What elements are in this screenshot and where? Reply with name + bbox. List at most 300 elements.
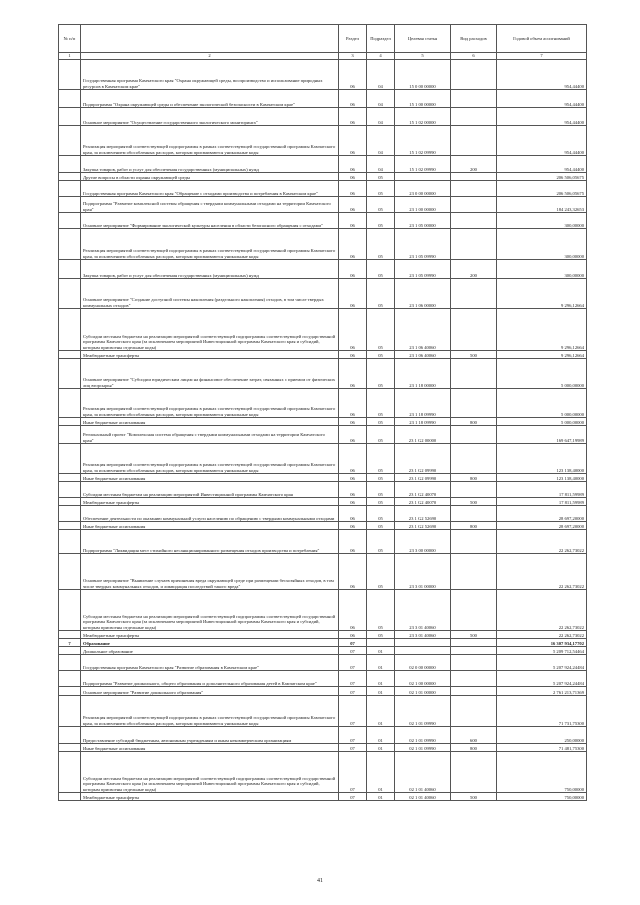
row-amount: 954,44400 bbox=[497, 90, 587, 108]
row-article bbox=[395, 647, 451, 655]
row-name: Субсидии местным бюджетам на реализацию мероприятий соответствующей подпрограммы соответствующей государственной программы Камчатского края (за исключением мероприятий Инвестиционной программы Камчатского края и субсидий, которым присвоены отдельные коды) bbox=[81, 309, 339, 351]
row-num bbox=[59, 727, 81, 744]
row-amount: 17 811,59989 bbox=[497, 482, 587, 498]
table-row bbox=[59, 197, 587, 213]
row-subsection: 05 bbox=[367, 260, 395, 279]
row-section: 06 bbox=[339, 173, 367, 181]
row-amount: 2 761 213,71369 bbox=[497, 687, 587, 696]
row-subsection: 05 bbox=[367, 498, 395, 506]
row-expense bbox=[451, 213, 497, 229]
row-section: 06 bbox=[339, 474, 367, 482]
row-subsection: 05 bbox=[367, 359, 395, 389]
row-num bbox=[59, 506, 81, 522]
table-row bbox=[59, 90, 587, 108]
row-name: Региональный проект "Комплексная система обращения с твердыми коммунальными отходами на территории Камчатского края" bbox=[81, 426, 339, 444]
table-row bbox=[59, 229, 587, 260]
row-subsection bbox=[367, 639, 395, 647]
row-num bbox=[59, 793, 81, 801]
row-amount: 169 647,19989 bbox=[497, 426, 587, 444]
table-row bbox=[59, 727, 587, 744]
table-row bbox=[59, 498, 587, 506]
row-section: 06 bbox=[339, 126, 367, 156]
row-num bbox=[59, 351, 81, 359]
row-name: Реализация мероприятий соответствующей подпрограммы в рамках соответствующей государственной программы Камчатского края, за исключением обособленных расходов, которым присваиваются уникальные коды bbox=[81, 389, 339, 418]
row-article: 02 0 00 00000 bbox=[395, 655, 451, 671]
row-subsection: 05 bbox=[367, 554, 395, 590]
row-article: 23 1 G2 09990 bbox=[395, 444, 451, 474]
row-subsection: 01 bbox=[367, 671, 395, 687]
table-row bbox=[59, 474, 587, 482]
table-row bbox=[59, 655, 587, 671]
row-subsection: 01 bbox=[367, 655, 395, 671]
row-amount: 22 262,73022 bbox=[497, 554, 587, 590]
column-index-7: 7 bbox=[497, 53, 587, 60]
row-article: 23 3 01 40060 bbox=[395, 590, 451, 631]
row-num bbox=[59, 173, 81, 181]
row-name: Обеспечение деятельности по оказанию коммунальной услуги населению по обращению с твердыми коммунальными отходами bbox=[81, 506, 339, 522]
row-subsection: 01 bbox=[367, 744, 395, 752]
header-section: Раздел bbox=[339, 25, 367, 53]
table-row bbox=[59, 156, 587, 173]
row-amount: 22 262,73022 bbox=[497, 530, 587, 554]
row-article: 23 1 G2 40070 bbox=[395, 498, 451, 506]
row-name: Государственная программа Камчатского края "Охрана окружающей среды, воспроизводство и использование природных ресурсов в Камчатском крае" bbox=[81, 60, 339, 90]
row-subsection: 01 bbox=[367, 687, 395, 696]
row-amount: 5 207 924,24484 bbox=[497, 671, 587, 687]
table-row bbox=[59, 744, 587, 752]
row-expense bbox=[451, 647, 497, 655]
row-amount: 5 000,00000 bbox=[497, 418, 587, 426]
row-article: 23 1 05 00000 bbox=[395, 213, 451, 229]
row-section: 06 bbox=[339, 554, 367, 590]
row-name: Межбюджетные трансферты bbox=[81, 631, 339, 639]
row-amount: 300,00000 bbox=[497, 260, 587, 279]
row-section: 06 bbox=[339, 351, 367, 359]
row-article: 15 1 02 09990 bbox=[395, 156, 451, 173]
row-expense bbox=[451, 752, 497, 793]
header-amount: Годовой объем ассигнований bbox=[497, 25, 587, 53]
row-article: 02 1 01 00000 bbox=[395, 687, 451, 696]
row-name: Субсидии местным бюджетам на реализацию мероприятий соответствующей подпрограммы соответствующей государственной программы Камчатского края (за исключением мероприятий Инвестиционной программы Камчатского края и субсидий, которым присвоены отдельные коды) bbox=[81, 590, 339, 631]
row-name: Основное мероприятие "Развитие дошкольного образования" bbox=[81, 687, 339, 696]
table-row bbox=[59, 279, 587, 309]
row-subsection: 05 bbox=[367, 309, 395, 351]
row-name: Подпрограмма "Ликвидация мест стихийного несанкционированного размещения отходов производства и потребления" bbox=[81, 530, 339, 554]
row-amount: 28 697,20000 bbox=[497, 506, 587, 522]
row-article: 23 1 06 40060 bbox=[395, 309, 451, 351]
row-section: 06 bbox=[339, 522, 367, 530]
row-section: 06 bbox=[339, 260, 367, 279]
row-section: 07 bbox=[339, 793, 367, 801]
row-section: 06 bbox=[339, 181, 367, 197]
row-section: 06 bbox=[339, 418, 367, 426]
table-row bbox=[59, 173, 587, 181]
table-row bbox=[59, 631, 587, 639]
row-num bbox=[59, 260, 81, 279]
table-row bbox=[59, 426, 587, 444]
row-amount: 206 506,05675 bbox=[497, 173, 587, 181]
row-section: 06 bbox=[339, 444, 367, 474]
row-num bbox=[59, 744, 81, 752]
row-expense bbox=[451, 197, 497, 213]
table-row bbox=[59, 696, 587, 727]
table-row bbox=[59, 418, 587, 426]
table-row bbox=[59, 444, 587, 474]
row-subsection: 04 bbox=[367, 156, 395, 173]
row-expense bbox=[451, 444, 497, 474]
row-amount: 71 481,75300 bbox=[497, 744, 587, 752]
row-section: 06 bbox=[339, 108, 367, 126]
row-name: Образование bbox=[81, 639, 339, 647]
row-expense bbox=[451, 359, 497, 389]
row-article: 02 1 01 40060 bbox=[395, 752, 451, 793]
row-subsection: 05 bbox=[367, 474, 395, 482]
row-expense: 800 bbox=[451, 522, 497, 530]
row-expense: 200 bbox=[451, 260, 497, 279]
row-num bbox=[59, 482, 81, 498]
row-name: Основное мероприятие "Создание доступной системы накопления (раздельного накопления) отходов, в том числе твердых коммунальных отходов" bbox=[81, 279, 339, 309]
row-name: Другие вопросы в области охраны окружающей среды bbox=[81, 173, 339, 181]
row-subsection: 04 bbox=[367, 60, 395, 90]
table-row bbox=[59, 671, 587, 687]
row-num bbox=[59, 126, 81, 156]
row-section: 06 bbox=[339, 359, 367, 389]
row-name: Реализация мероприятий соответствующей подпрограммы в рамках соответствующей государственной программы Камчатского края, за исключением обособленных расходов, которым присваиваются уникальные коды bbox=[81, 696, 339, 727]
row-expense bbox=[451, 309, 497, 351]
row-amount: 5 207 924,24484 bbox=[497, 655, 587, 671]
row-amount: 954,44400 bbox=[497, 156, 587, 173]
row-name: Дошкольное образование bbox=[81, 647, 339, 655]
row-subsection: 01 bbox=[367, 793, 395, 801]
row-expense bbox=[451, 60, 497, 90]
row-name: Межбюджетные трансферты bbox=[81, 498, 339, 506]
row-article: 23 1 05 09990 bbox=[395, 229, 451, 260]
row-num bbox=[59, 60, 81, 90]
row-subsection: 05 bbox=[367, 506, 395, 522]
row-expense bbox=[451, 554, 497, 590]
row-article: 23 3 01 00000 bbox=[395, 554, 451, 590]
row-section: 06 bbox=[339, 426, 367, 444]
row-article: 23 1 06 40060 bbox=[395, 351, 451, 359]
row-expense bbox=[451, 671, 497, 687]
table-row bbox=[59, 213, 587, 229]
row-expense bbox=[451, 530, 497, 554]
row-subsection: 05 bbox=[367, 530, 395, 554]
row-subsection: 05 bbox=[367, 213, 395, 229]
row-subsection: 05 bbox=[367, 418, 395, 426]
row-num bbox=[59, 647, 81, 655]
row-article: 15 1 00 00000 bbox=[395, 90, 451, 108]
row-expense: 800 bbox=[451, 744, 497, 752]
row-section: 06 bbox=[339, 60, 367, 90]
row-amount: 22 262,73022 bbox=[497, 590, 587, 631]
table-body bbox=[59, 60, 587, 801]
row-amount: 250,00000 bbox=[497, 727, 587, 744]
page-number: 41 bbox=[317, 878, 323, 884]
row-expense bbox=[451, 696, 497, 727]
row-section: 06 bbox=[339, 156, 367, 173]
row-amount: 9 296,12664 bbox=[497, 309, 587, 351]
row-expense: 800 bbox=[451, 418, 497, 426]
row-subsection: 04 bbox=[367, 108, 395, 126]
row-amount: 9 296,12664 bbox=[497, 279, 587, 309]
row-name: Основное мероприятие "Выявление случаев причинения вреда окружающей среде при размещении бесхозяйных отходов, в том числе твердых коммунальных отходов, и ликвидация последствий такого вреда" bbox=[81, 554, 339, 590]
row-subsection: 05 bbox=[367, 389, 395, 418]
row-amount: 123 138,40000 bbox=[497, 444, 587, 474]
header-expense: Вид расходов bbox=[451, 25, 497, 53]
table-row bbox=[59, 752, 587, 793]
row-section: 06 bbox=[339, 631, 367, 639]
row-article: 23 1 G2 09990 bbox=[395, 474, 451, 482]
row-name: Государственная программа Камчатского края "Развитие образования в Камчатском крае" bbox=[81, 655, 339, 671]
column-index-6: 6 bbox=[451, 53, 497, 60]
row-section: 07 bbox=[339, 687, 367, 696]
row-num bbox=[59, 474, 81, 482]
row-num bbox=[59, 687, 81, 696]
row-num bbox=[59, 655, 81, 671]
row-num bbox=[59, 498, 81, 506]
row-num bbox=[59, 90, 81, 108]
row-article bbox=[395, 639, 451, 647]
table-row bbox=[59, 522, 587, 530]
row-section: 06 bbox=[339, 530, 367, 554]
column-index-5: 5 bbox=[395, 53, 451, 60]
row-article: 23 1 G2 52690 bbox=[395, 506, 451, 522]
row-num bbox=[59, 309, 81, 351]
row-expense bbox=[451, 590, 497, 631]
row-expense bbox=[451, 279, 497, 309]
row-expense bbox=[451, 181, 497, 197]
row-num bbox=[59, 279, 81, 309]
row-num bbox=[59, 696, 81, 727]
row-num bbox=[59, 426, 81, 444]
row-num: 7 bbox=[59, 639, 81, 647]
row-subsection: 05 bbox=[367, 173, 395, 181]
row-amount: 300,00000 bbox=[497, 213, 587, 229]
row-expense: 500 bbox=[451, 631, 497, 639]
row-article: 23 1 06 00000 bbox=[395, 279, 451, 309]
column-index-1: 1 bbox=[59, 53, 81, 60]
table-row bbox=[59, 60, 587, 90]
row-section: 06 bbox=[339, 309, 367, 351]
row-amount: 22 262,73022 bbox=[497, 631, 587, 639]
table-header-row bbox=[59, 25, 587, 53]
row-amount: 750,00000 bbox=[497, 752, 587, 793]
row-subsection: 05 bbox=[367, 482, 395, 498]
row-name: Реализация мероприятий соответствующей подпрограммы в рамках соответствующей государственной программы Камчатского края, за исключением обособленных расходов, которым присваиваются уникальные коды bbox=[81, 126, 339, 156]
row-num bbox=[59, 197, 81, 213]
row-name: Подпрограмма "Развитие дошкольного, общего образования и дополнительного образования детей в Камчатском крае" bbox=[81, 671, 339, 687]
row-article: 02 1 01 09990 bbox=[395, 727, 451, 744]
row-expense bbox=[451, 229, 497, 260]
row-name: Основное мероприятие "Формирование экологической культуры населения в области безопасного обращения с отходами" bbox=[81, 213, 339, 229]
row-name: Предоставление субсидий бюджетным, автономным учреждениям и иным некоммерческим организациям bbox=[81, 727, 339, 744]
header-article: Целевая статья bbox=[395, 25, 451, 53]
row-num bbox=[59, 554, 81, 590]
row-name: Иные бюджетные ассигнования bbox=[81, 418, 339, 426]
row-amount: 16 307 934,17702 bbox=[497, 639, 587, 647]
row-num bbox=[59, 213, 81, 229]
table-row bbox=[59, 126, 587, 156]
row-section: 07 bbox=[339, 727, 367, 744]
row-subsection: 01 bbox=[367, 727, 395, 744]
row-expense bbox=[451, 482, 497, 498]
table-row bbox=[59, 389, 587, 418]
row-article: 23 3 01 40060 bbox=[395, 631, 451, 639]
row-num bbox=[59, 530, 81, 554]
row-subsection: 05 bbox=[367, 197, 395, 213]
table-row bbox=[59, 260, 587, 279]
row-section: 06 bbox=[339, 498, 367, 506]
row-article: 23 1 18 09990 bbox=[395, 418, 451, 426]
row-amount: 123 138,40000 bbox=[497, 474, 587, 482]
row-name: Подпрограмма "Охрана окружающей среды и обеспечение экологической безопасности в Камчатском крае" bbox=[81, 90, 339, 108]
row-subsection: 05 bbox=[367, 444, 395, 474]
header-num: № п/п bbox=[59, 25, 81, 53]
row-name: Иные бюджетные ассигнования bbox=[81, 522, 339, 530]
row-name: Субсидии местным бюджетам на реализацию мероприятий соответствующей подпрограммы соответствующей государственной программы Камчатского края (за исключением мероприятий Инвестиционной программы Камчатского края и субсидий, которым присвоены отдельные коды) bbox=[81, 752, 339, 793]
row-amount: 17 811,59989 bbox=[497, 498, 587, 506]
row-num bbox=[59, 108, 81, 126]
row-amount: 9 296,12664 bbox=[497, 351, 587, 359]
column-index-3: 3 bbox=[339, 53, 367, 60]
row-name: Иные бюджетные ассигнования bbox=[81, 744, 339, 752]
row-amount: 71 731,75300 bbox=[497, 696, 587, 727]
row-section: 07 bbox=[339, 655, 367, 671]
row-num bbox=[59, 181, 81, 197]
row-section: 06 bbox=[339, 506, 367, 522]
row-subsection: 05 bbox=[367, 229, 395, 260]
row-amount: 954,44400 bbox=[497, 108, 587, 126]
row-subsection: 04 bbox=[367, 126, 395, 156]
row-name: Основное мероприятие "Осуществление государственного экологического мониторинга" bbox=[81, 108, 339, 126]
table-row bbox=[59, 639, 587, 647]
row-expense bbox=[451, 426, 497, 444]
row-section: 07 bbox=[339, 696, 367, 727]
row-subsection: 05 bbox=[367, 181, 395, 197]
table-row bbox=[59, 359, 587, 389]
row-amount: 300,00000 bbox=[497, 229, 587, 260]
table-row bbox=[59, 647, 587, 655]
row-name: Субсидии местным бюджетам на реализацию мероприятий Инвестиционной программы Камчатского края bbox=[81, 482, 339, 498]
row-expense bbox=[451, 173, 497, 181]
row-article: 23 1 18 09990 bbox=[395, 389, 451, 418]
row-section: 07 bbox=[339, 671, 367, 687]
table-row bbox=[59, 506, 587, 522]
row-num bbox=[59, 418, 81, 426]
row-section: 06 bbox=[339, 279, 367, 309]
row-section: 06 bbox=[339, 389, 367, 418]
row-article: 15 1 02 09990 bbox=[395, 126, 451, 156]
table-row bbox=[59, 793, 587, 801]
row-expense: 500 bbox=[451, 351, 497, 359]
row-section: 06 bbox=[339, 590, 367, 631]
row-num bbox=[59, 671, 81, 687]
row-amount: 184 243,32653 bbox=[497, 197, 587, 213]
row-amount: 954,44400 bbox=[497, 60, 587, 90]
row-article: 23 0 00 00000 bbox=[395, 181, 451, 197]
row-subsection: 01 bbox=[367, 696, 395, 727]
row-num bbox=[59, 156, 81, 173]
row-section: 07 bbox=[339, 647, 367, 655]
header-name bbox=[81, 25, 339, 53]
row-expense: 500 bbox=[451, 498, 497, 506]
row-subsection: 05 bbox=[367, 351, 395, 359]
row-article: 15 1 02 00000 bbox=[395, 108, 451, 126]
row-name: Межбюджетные трансферты bbox=[81, 793, 339, 801]
row-article: 02 1 01 40060 bbox=[395, 793, 451, 801]
row-amount: 28 697,20000 bbox=[497, 522, 587, 530]
row-article: 02 1 01 09990 bbox=[395, 696, 451, 727]
row-section: 07 bbox=[339, 639, 367, 647]
row-section: 06 bbox=[339, 197, 367, 213]
table-row bbox=[59, 530, 587, 554]
table-row bbox=[59, 554, 587, 590]
row-section: 07 bbox=[339, 744, 367, 752]
row-subsection: 05 bbox=[367, 522, 395, 530]
row-section: 06 bbox=[339, 213, 367, 229]
row-expense bbox=[451, 108, 497, 126]
table-row bbox=[59, 351, 587, 359]
row-subsection: 01 bbox=[367, 647, 395, 655]
row-article: 23 1 G2 52690 bbox=[395, 522, 451, 530]
row-subsection: 04 bbox=[367, 90, 395, 108]
row-expense bbox=[451, 639, 497, 647]
row-name: Закупка товаров, работ и услуг для обеспечения государственных (муниципальных) нужд bbox=[81, 156, 339, 173]
row-article: 15 0 00 00000 bbox=[395, 60, 451, 90]
table-row bbox=[59, 687, 587, 696]
row-expense: 500 bbox=[451, 793, 497, 801]
row-amount: 5 000,00000 bbox=[497, 359, 587, 389]
row-name: Реализация мероприятий соответствующей подпрограммы в рамках соответствующей государственной программы Камчатского края, за исключением обособленных расходов, которым присваиваются уникальные коды bbox=[81, 444, 339, 474]
row-article: 23 1 18 00000 bbox=[395, 359, 451, 389]
column-index-2: 2 bbox=[81, 53, 339, 60]
table-row bbox=[59, 482, 587, 498]
table-row bbox=[59, 181, 587, 197]
row-num bbox=[59, 631, 81, 639]
row-expense bbox=[451, 126, 497, 156]
row-amount: 206 506,05675 bbox=[497, 181, 587, 197]
row-article: 02 1 00 00000 bbox=[395, 671, 451, 687]
row-expense bbox=[451, 389, 497, 418]
row-name: Подпрограмма "Развитие комплексной системы обращения с твердыми коммунальными отходами на территории Камчатского края" bbox=[81, 197, 339, 213]
row-name: Закупка товаров, работ и услуг для обеспечения государственных (муниципальных) нужд bbox=[81, 260, 339, 279]
document-sheet bbox=[58, 24, 586, 801]
row-section: 06 bbox=[339, 90, 367, 108]
column-index-row bbox=[59, 53, 587, 60]
row-num bbox=[59, 590, 81, 631]
row-expense: 800 bbox=[451, 474, 497, 482]
table-row bbox=[59, 108, 587, 126]
column-index-4: 4 bbox=[367, 53, 395, 60]
table-row bbox=[59, 590, 587, 631]
row-article: 23 1 G2 00000 bbox=[395, 426, 451, 444]
row-expense bbox=[451, 90, 497, 108]
row-num bbox=[59, 444, 81, 474]
row-num bbox=[59, 522, 81, 530]
row-num bbox=[59, 359, 81, 389]
row-num bbox=[59, 229, 81, 260]
row-article: 23 1 G2 40070 bbox=[395, 482, 451, 498]
row-name: Межбюджетные трансферты bbox=[81, 351, 339, 359]
row-section: 06 bbox=[339, 482, 367, 498]
row-amount: 750,00000 bbox=[497, 793, 587, 801]
row-expense: 600 bbox=[451, 727, 497, 744]
row-name: Иные бюджетные ассигнования bbox=[81, 474, 339, 482]
row-expense bbox=[451, 655, 497, 671]
row-amount: 5 209 712,54464 bbox=[497, 647, 587, 655]
row-name: Реализация мероприятий соответствующей подпрограммы в рамках соответствующей государственной программы Камчатского края, за исключением обособленных расходов, которым присваиваются уникальные коды bbox=[81, 229, 339, 260]
